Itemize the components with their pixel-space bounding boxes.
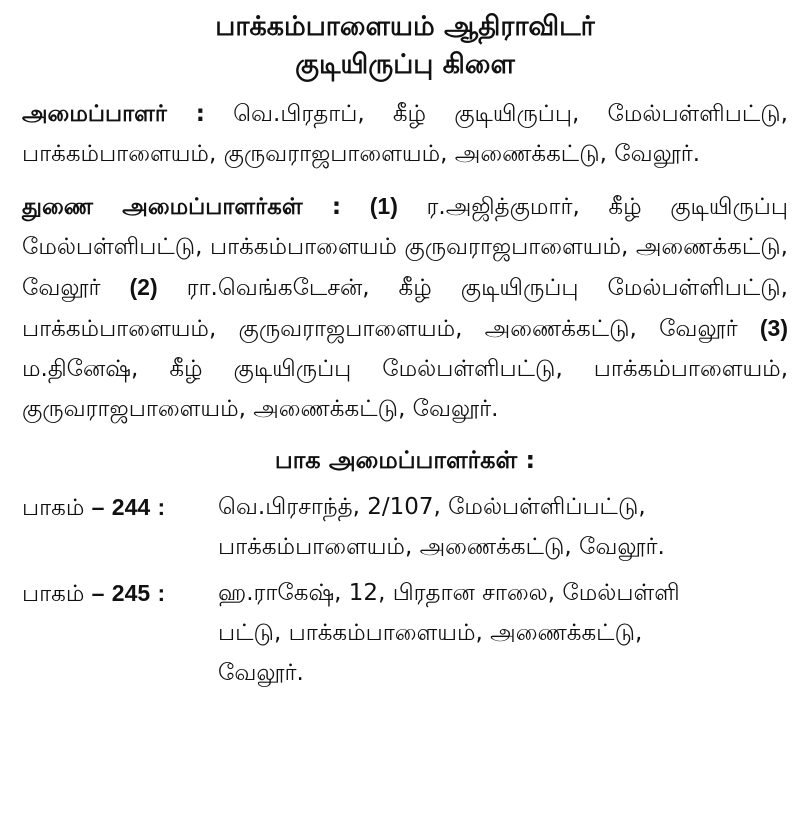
part-organizer-row (22, 573, 788, 693)
title-line-2: குடியிருப்பு கிளை (295, 49, 515, 80)
deputy-paragraph (22, 186, 788, 429)
part-organizers-heading: பாக அமைப்பாளர்கள் : (274, 446, 536, 474)
part-word: பாகம் (22, 495, 85, 521)
deputy-item-text: ர.அஜித்குமார், கீழ் குடியிருப்பு மேல்பள்ளிபட்டு, பாக்கம்பாளையம் குருவராஜபாளையம், அணைக்கட்டு, வேலூர் (22, 194, 788, 301)
part-colon: : (157, 494, 166, 520)
part-address-line: ஹ.ராகேஷ், 12, பிரதான சாலை, மேல்பள்ளி (218, 580, 680, 606)
part-address (218, 573, 788, 693)
organizer-paragraph (22, 94, 788, 174)
deputy-item-number: (1) (369, 193, 398, 219)
title-line-1: பாக்கம்பாளையம் ஆதிராவிடர் (215, 11, 595, 42)
part-organizer-row (22, 487, 788, 567)
part-address-line: வெ.பிரசாந்த், 2/107, மேல்பள்ளிப்பட்டு, (218, 494, 646, 520)
part-label (22, 487, 218, 567)
page-title (22, 8, 788, 84)
deputy-item-text: ம.தினேஷ், கீழ் குடியிருப்பு மேல்பள்ளிபட்டு, பாக்கம்பாளையம், குருவராஜபாளையம், அணைக்கட்டு, வேலூர். (22, 356, 788, 422)
part-word: பாகம் (22, 581, 85, 607)
part-label (22, 573, 218, 693)
deputy-item-number: (2) (129, 274, 158, 300)
organizer-label: அமைப்பாளர் : (22, 101, 205, 127)
part-address-line: பாக்கம்பாளையம், அணைக்கட்டு, வேலூர். (218, 534, 665, 560)
deputy-label: துணை அமைப்பாளர்கள் : (22, 194, 342, 220)
part-address (218, 487, 788, 567)
deputy-item-number: (3) (759, 315, 788, 341)
part-colon: : (157, 580, 166, 606)
part-dash: – (91, 494, 105, 520)
deputy-item-text: ரா.வெங்கடேசன், கீழ் குடியிருப்பு மேல்பள்ளிபட்டு, பாக்கம்பாளையம், குருவராஜபாளையம், அணைக்கட்டு, வேலூர் (22, 275, 788, 342)
part-number: 245 (111, 580, 151, 606)
organizer-text: வெ.பிரதாப், கீழ் குடியிருப்பு, மேல்பள்ளிபட்டு, பாக்கம்பாளையம், குருவராஜபாளையம், அணைக்கட்டு, வேலூர். (22, 101, 788, 167)
part-address-line: வேலூர். (218, 660, 304, 686)
part-number: 244 (111, 494, 151, 520)
part-address-line: பட்டு, பாக்கம்பாளையம், அணைக்கட்டு, (218, 620, 643, 646)
part-dash: – (91, 580, 105, 606)
